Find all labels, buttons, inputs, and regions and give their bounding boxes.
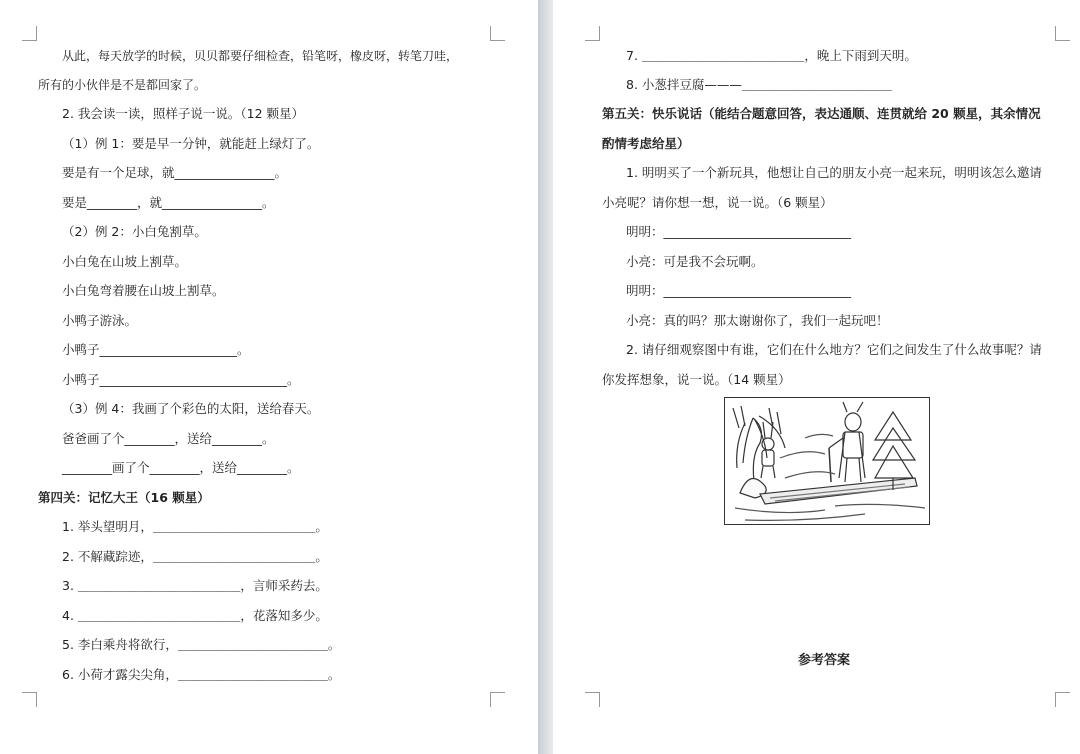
paragraph-line: 从此，每天放学的时候，贝贝都要仔细检查，铅笔呀，橡皮呀，转笔刀哇， (62, 49, 459, 63)
question-line: 2. 请仔细观察图中有谁，它们在什么地方？它们之间发生了什么故事呢？请 (626, 342, 1042, 357)
poem-blank-line: 7. ＿＿＿＿＿＿＿＿＿＿＿＿＿，晚上下雨到天明。 (626, 48, 917, 63)
question-line: 小亮呢？请你想一想，说一说。（6 颗星） (602, 195, 833, 210)
section-heading: 第四关：记忆大王（16 颗星） (38, 490, 210, 505)
fill-blank-line: 小鸭子______________________________。 (62, 372, 300, 387)
fill-blank-line: 小鸭子______________________。 (62, 342, 250, 357)
paragraph-line: 所有的小伙伴是不是都回家了。 (38, 78, 207, 92)
question-line: 1. 明明买了一个新玩具，他想让自己的朋友小亮一起来玩，明明该怎么邀请 (626, 165, 1042, 180)
document-page-right (553, 0, 1080, 754)
page-corner-mark (585, 26, 600, 41)
illustration-rabbit-goat-bridge (724, 397, 930, 525)
document-page-left (0, 0, 538, 754)
dialogue-line: 明明：______________________________ (626, 283, 852, 298)
poem-blank-line: 3. ＿＿＿＿＿＿＿＿＿＿＿＿＿，言师采药去。 (62, 578, 328, 593)
poem-blank-line: 8. 小葱拌豆腐———＿＿＿＿＿＿＿＿＿＿＿＿ (626, 77, 892, 92)
section-heading-cont: 酌情考虑给星） (602, 136, 690, 151)
question-line: 你发挥想象，说一说。（14 颗星） (602, 372, 791, 387)
page-corner-mark (490, 692, 505, 707)
fill-blank-line: 爸爸画了个________，送给________。 (62, 431, 275, 446)
example-line: 小白兔在山坡上割草。 (62, 254, 188, 269)
fill-blank-line: ________画了个________，送给________。 (62, 460, 300, 475)
dialogue-line: 小亮：真的吗？那太谢谢你了，我们一起玩吧！ (626, 313, 889, 328)
page-gutter (538, 0, 553, 754)
poem-blank-line: 2. 不解藏踪迹，＿＿＿＿＿＿＿＿＿＿＿＿＿。 (62, 549, 328, 564)
page-corner-mark (22, 692, 37, 707)
page-corner-mark (1055, 692, 1070, 707)
example-line: 小白兔弯着腰在山坡上割草。 (62, 283, 225, 298)
question-heading: 2. 我会读一读，照样子说一说。（12 颗星） (62, 106, 305, 121)
example-line: （1）例 1：要是早一分钟，就能赶上绿灯了。 (62, 136, 320, 151)
willow-trunk (753, 418, 761, 488)
poem-blank-line: 4. ＿＿＿＿＿＿＿＿＿＿＿＿＿，花落知多少。 (62, 608, 328, 623)
section-heading: 第五关：快乐说话（能结合题意回答，表达通顺、连贯就给 20 颗星，其余情况 (602, 106, 1041, 121)
poem-blank-line: 5. 李白乘舟将欲行，＿＿＿＿＿＿＿＿＿＿＿＿。 (62, 637, 341, 652)
page-corner-mark (585, 692, 600, 707)
poem-blank-line: 6. 小荷才露尖尖角，＿＿＿＿＿＿＿＿＿＿＿＿。 (62, 667, 341, 682)
fill-blank-line: 要是有一个足球，就________________。 (62, 165, 288, 180)
dialogue-line: 小亮：可是我不会玩啊。 (626, 254, 764, 269)
page-corner-mark (22, 26, 37, 41)
fill-blank-line: 要是________，就________________。 (62, 195, 275, 210)
poem-blank-line: 1. 举头望明月，＿＿＿＿＿＿＿＿＿＿＿＿＿。 (62, 519, 328, 534)
example-line: 小鸭子游泳。 (62, 313, 138, 328)
example-line: （2）例 2：小白兔割草。 (62, 224, 207, 239)
page-corner-mark (490, 26, 505, 41)
example-line: （3）例 4：我画了个彩色的太阳，送给春天。 (62, 401, 320, 416)
page-corner-mark (1055, 26, 1070, 41)
dialogue-line: 明明：______________________________ (626, 224, 852, 239)
answer-key-title: 参考答案 (798, 653, 851, 668)
